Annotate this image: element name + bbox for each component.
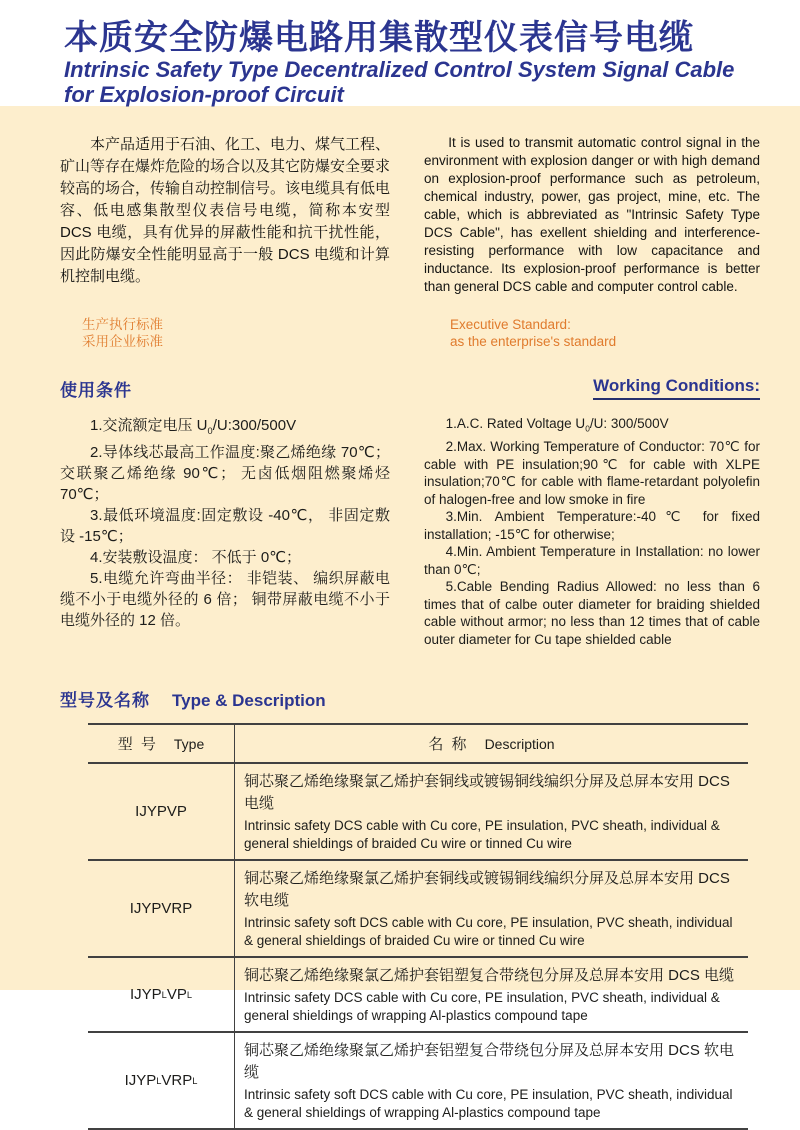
table-row — [88, 861, 748, 958]
table-row — [88, 1033, 748, 1130]
page-title-en-line1: Intrinsic Safety Type Decentralized Control System Signal Cable — [64, 57, 735, 82]
standards-en — [424, 316, 760, 350]
intro-section — [60, 134, 760, 296]
table-row — [88, 764, 748, 861]
page-header — [0, 0, 800, 106]
working-conditions-heading-en: Working Conditions: — [424, 376, 760, 401]
working-conditions-headings — [60, 376, 760, 401]
cable-description-zh: 铜芯聚乙烯绝缘聚氯乙烯护套铜线或镀锡铜线编织分屏及总屏本安用 DCS 电缆 — [244, 773, 730, 813]
type-heading-en: Type & Description — [172, 691, 326, 711]
wc-zh-item: 3.最低环境温度:固定敷设 -40℃， 非固定敷设 -15℃； — [60, 507, 390, 545]
working-conditions-list-zh — [60, 415, 390, 648]
wc-zh-item: 1.交流额定电压 $U_0/U:300/500V$ — [90, 417, 297, 436]
wc-zh-item: 5.电缆允许弯曲半径： 非铠装、 编织屏蔽电缆不小于电缆外径的 6 倍； 铜带屏蔽电缆不小于电缆外径的 12 倍。 — [60, 570, 390, 629]
cable-type-code: IJYP L VRP L — [88, 1033, 235, 1128]
wc-en-item: 4.Min. Ambient Temperature in Installation: no lower than 0℃; — [424, 544, 760, 577]
table-header-type: 型 号 Type — [88, 725, 235, 762]
standards-zh-line1: 生产执行标准 — [82, 317, 163, 332]
standards-en-line2: as the enterprise's standard — [450, 334, 617, 349]
standards-zh-line2: 采用企业标准 — [82, 334, 163, 349]
wc-en-item: 5.Cable Bending Radius Allowed: no less than 6 times that of calbe outer diameter for braiding shielded cable without armor; no less than 12 times that of cable outer diameter for Cu tape shielded cable — [424, 579, 760, 647]
working-conditions-heading-zh: 使用条件 — [60, 381, 132, 400]
page-title-zh: 本质安全防爆电路用集散型仪表信号电缆 — [64, 19, 694, 57]
cable-type-code: IJYPVP — [88, 764, 235, 859]
standards-zh — [60, 316, 390, 350]
working-conditions-list-en — [424, 415, 760, 648]
wc-en-item: 1.A.C. Rated Voltage $U_0/U$: 300/500V — [445, 416, 669, 434]
cable-description-en: Intrinsic safety DCS cable with Cu core, PE insulation, PVC sheath, individual & general shieldings of wrapping Al-plastics compound tape — [244, 990, 720, 1023]
table-header-row — [88, 725, 748, 764]
wc-en-item: 2.Max. Working Temperature of Conductor: 70℃ for cable with PE insulation;90℃ for cable with XLPE insulation;70℃ for cable with flame-retardant polyolefin of halogen-free and low smoke in fire — [424, 439, 760, 507]
intro-paragraph-en: It is used to transmit automatic control signal in the environment with explosion danger or with high demand on explosion-proof performance such as petroleum, chemical industry, power, gas project, mine, etc. The cable, which is abbreviated as "Intrinsic Safety Type DCS Cable", has exellent shielding and interference-resisting performance with low capacitance and inductance. Its explosion-proof performance is better than general DCS cable and computer control cable. — [424, 135, 760, 294]
table-header-description: 名 称 Description — [428, 735, 555, 754]
cable-description-zh: 铜芯聚乙烯绝缘聚氯乙烯护套铜线或镀锡铜线编织分屏及总屏本安用 DCS 软电缆 — [244, 870, 730, 910]
standards-section — [60, 316, 760, 350]
wc-zh-item: 2.导体线芯最高工作温度:聚乙烯绝缘 70℃； 交联聚乙烯绝缘 90℃； 无卤低烟阻燃聚烯烃 70℃； — [60, 444, 390, 503]
wc-zh-item: 4.安装敷设温度： 不低于 0℃； — [90, 549, 302, 566]
standards-en-line1: Executive Standard: — [450, 317, 571, 332]
cable-description-en: Intrinsic safety DCS cable with Cu core, PE insulation, PVC sheath, individual & general shieldings of braided Cu wire or tinned Cu wire — [244, 818, 720, 851]
wc-en-item: 3.Min. Ambient Temperature:-40℃ for fixed installation; -15℃ for otherwise; — [424, 509, 760, 542]
type-heading-zh: 型号及名称 — [60, 691, 150, 711]
type-section-heading — [60, 686, 760, 711]
cable-description-en: Intrinsic safety soft DCS cable with Cu core, PE insulation, PVC sheath, individual & general shieldings of wrapping Al-plastics compound tape — [244, 1087, 733, 1120]
table-row — [88, 958, 748, 1033]
cable-description-en: Intrinsic safety soft DCS cable with Cu core, PE insulation, PVC sheath, individual & general shieldings of braided Cu wire or tinned Cu wire — [244, 915, 733, 948]
cable-description-zh: 铜芯聚乙烯绝缘聚氯乙烯护套铝塑复合带绕包分屏及总屏本安用 DCS 电缆 — [244, 967, 735, 985]
working-conditions-lists — [60, 415, 760, 648]
cable-description-zh: 铜芯聚乙烯绝缘聚氯乙烯护套铝塑复合带绕包分屏及总屏本安用 DCS 软电缆 — [244, 1042, 735, 1082]
cable-type-code: IJYPVRP — [88, 861, 235, 956]
intro-paragraph-zh: 本产品适用于石油、化工、电力、煤气工程、矿山等存在爆炸危险的场合以及其它防爆安全要求较高的场合，传输自动控制信号。该电缆具有低电容、低电感集散型仪表信号电缆，简称本安型 DCS 电缆，具有优异的屏蔽性能和抗干扰性能，因此防爆安全性能明显高于一般 DCS 电缆和计算机控制电缆。 — [60, 136, 391, 285]
cable-type-table — [88, 723, 748, 1130]
page-title-en-line2: for Explosion-proof Circuit — [64, 82, 344, 107]
page-body — [0, 106, 800, 1120]
cable-type-code: IJYP L VP L — [88, 958, 235, 1031]
